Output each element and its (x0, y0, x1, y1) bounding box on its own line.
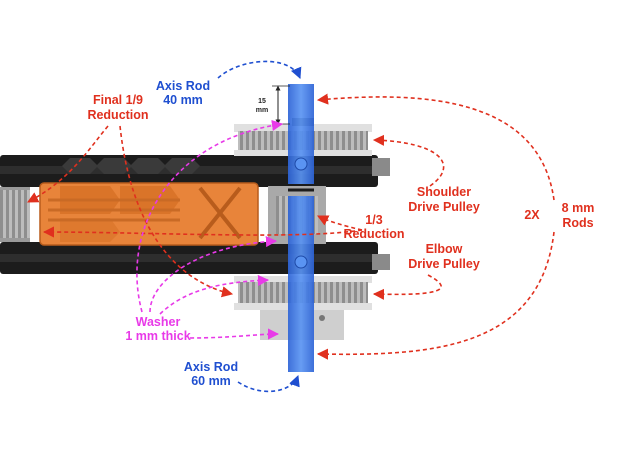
elbow-pulley-line2: Drive Pulley (408, 257, 480, 271)
bottom-rod-screw (295, 256, 307, 268)
shoulder-pulley-line2: Drive Pulley (408, 200, 480, 214)
axis-rod-bottom-line1: Axis Rod (183, 360, 239, 374)
shoulder-pulley-label (408, 185, 480, 214)
axis-rod-top-line2: 40 mm (163, 93, 203, 107)
washer-line2: 1 mm thick (125, 329, 191, 343)
rods-line1: 8 mm (561, 201, 595, 215)
dimension-unit: mm (255, 107, 269, 114)
axis-rod-60mm (288, 196, 314, 372)
leader-axis-rod-top (218, 61, 300, 78)
third-reduction-label (343, 213, 404, 241)
axis-rod-bottom-line2: 60 mm (191, 374, 231, 388)
orange-bracket (40, 183, 258, 245)
dimension-15mm (256, 86, 290, 124)
rods-count: 2X (524, 208, 540, 222)
axis-rod-bottom-label (184, 360, 238, 388)
arm-assembly (0, 84, 390, 372)
washer-line1: Washer (135, 315, 181, 329)
lower-arm-inner-strip (0, 254, 378, 262)
third-reduction-line2: Reduction (343, 227, 405, 241)
top-rod-screw (295, 158, 307, 170)
final-reduction-line1: Final 1/9 (92, 93, 144, 107)
axis-rod-top-line1: Axis Rod (155, 79, 211, 93)
elbow-pulley-line1: Elbow (425, 242, 463, 256)
elbow-pulley-label (408, 242, 480, 271)
leader-elbow-pulley (374, 275, 441, 294)
shoulder-pulley-line1: Shoulder (416, 185, 472, 199)
washer-label (125, 315, 190, 343)
dimension-value: 15 (258, 98, 266, 105)
axis-rod-top-label (156, 79, 210, 107)
third-reduction-line1: 1/3 (365, 213, 383, 227)
final-reduction-label (87, 93, 148, 122)
rods-label (524, 201, 594, 230)
leader-axis-rod-bottom (238, 376, 298, 391)
final-reduction-line2: Reduction (87, 108, 149, 122)
left-pulley (0, 190, 30, 238)
rods-line2: Rods (562, 216, 594, 230)
